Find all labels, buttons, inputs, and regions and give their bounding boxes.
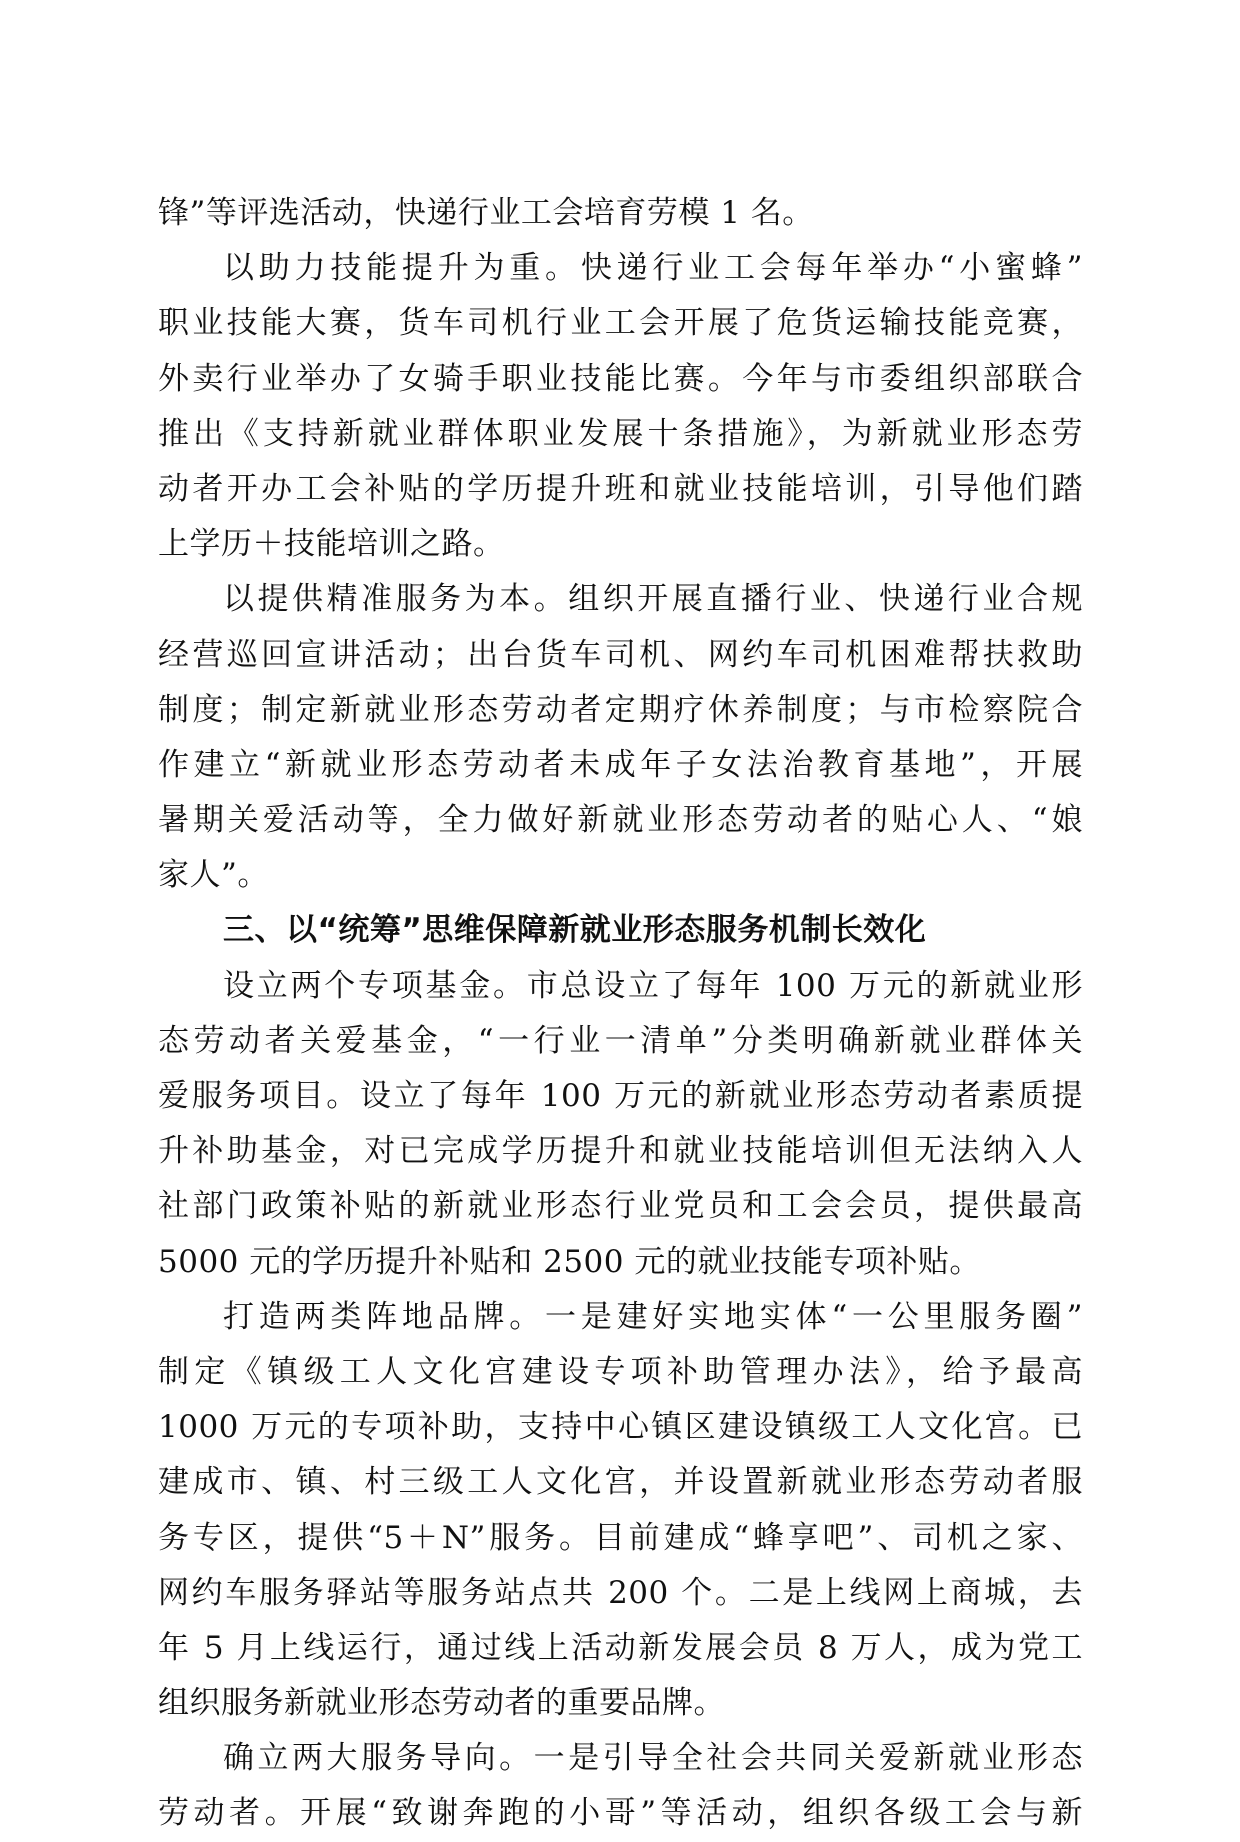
text-line: 爱服务项目。设立了每年 100 万元的新就业形态劳动者素质提: [158, 1078, 1083, 1114]
text-line: 确立两大服务导向。一是引导全社会共同关爱新就业形态: [223, 1740, 1083, 1777]
text-line: 组织服务新就业形态劳动者的重要品牌。: [158, 1685, 725, 1722]
text-line: 推出《支持新就业群体职业发展十条措施》，为新就业形态劳: [158, 415, 1083, 452]
section-heading: 三、以“统筹”思维保障新就业形态服务机制长效化: [223, 912, 927, 949]
text-line: 制度；制定新就业形态劳动者定期疗休养制度；与市检察院合: [158, 691, 1083, 728]
text-line: 设立两个专项基金。市总设立了每年 100 万元的新就业形: [223, 967, 1083, 1004]
text-line: 务专区，提供“5＋N”服务。目前建成“蜂享吧”、司机之家、: [158, 1519, 1083, 1556]
text-line: 社部门政策补贴的新就业形态行业党员和工会会员，提供最高: [158, 1188, 1083, 1225]
document-body: [158, 186, 1083, 1842]
text-line: 动者开办工会补贴的学历提升班和就业技能培训，引导他们踏: [158, 470, 1083, 507]
text-line: 职业技能大赛，货车司机行业工会开展了危货运输技能竞赛，: [158, 305, 1083, 342]
text-line: 暑期关爱活动等，全力做好新就业形态劳动者的贴心人、“娘: [158, 802, 1083, 839]
text-line: 锋”等评选活动，快递行业工会培育劳模 1 名。: [158, 195, 814, 231]
text-line: 年 5 月上线运行，通过线上活动新发展会员 8 万人，成为党工: [158, 1629, 1083, 1666]
text-line: 经营巡回宣讲活动；出台货车司机、网约车司机困难帮扶救助: [158, 636, 1083, 673]
text-line: 5000 元的学历提升补贴和 2500 元的就业技能专项补贴。: [158, 1243, 981, 1280]
text-line: 制定《镇级工人文化宫建设专项补助管理办法》，给予最高: [158, 1353, 1083, 1390]
text-line: 以提供精准服务为本。组织开展直播行业、快递行业合规: [223, 581, 1083, 618]
text-line: 家人”。: [158, 857, 269, 894]
text-line: 作建立“新就业形态劳动者未成年子女法治教育基地”，开展: [158, 746, 1083, 783]
text-line: 1000 万元的专项补助，支持中心镇区建设镇级工人文化宫。已: [158, 1409, 1083, 1446]
text-line: 以助力技能提升为重。快递行业工会每年举办“小蜜蜂”: [223, 250, 1083, 287]
text-line: 外卖行业举办了女骑手职业技能比赛。今年与市委组织部联合: [158, 360, 1083, 397]
text-line: 态劳动者关爱基金，“一行业一清单”分类明确新就业群体关: [158, 1022, 1083, 1059]
text-line: 升补助基金，对已完成学历提升和就业技能培训但无法纳入人: [158, 1133, 1083, 1170]
text-line: 上学历＋技能培训之路。: [158, 526, 505, 563]
text-line: 建成市、镇、村三级工人文化宫，并设置新就业形态劳动者服: [158, 1464, 1083, 1501]
text-line: 劳动者。开展“致谢奔跑的小哥”等活动，组织各级工会与新: [158, 1795, 1083, 1832]
text-line: 打造两类阵地品牌。一是建好实地实体“一公里服务圈”: [223, 1298, 1083, 1335]
text-line: 网约车服务驿站等服务站点共 200 个。二是上线网上商城，去: [158, 1574, 1083, 1611]
